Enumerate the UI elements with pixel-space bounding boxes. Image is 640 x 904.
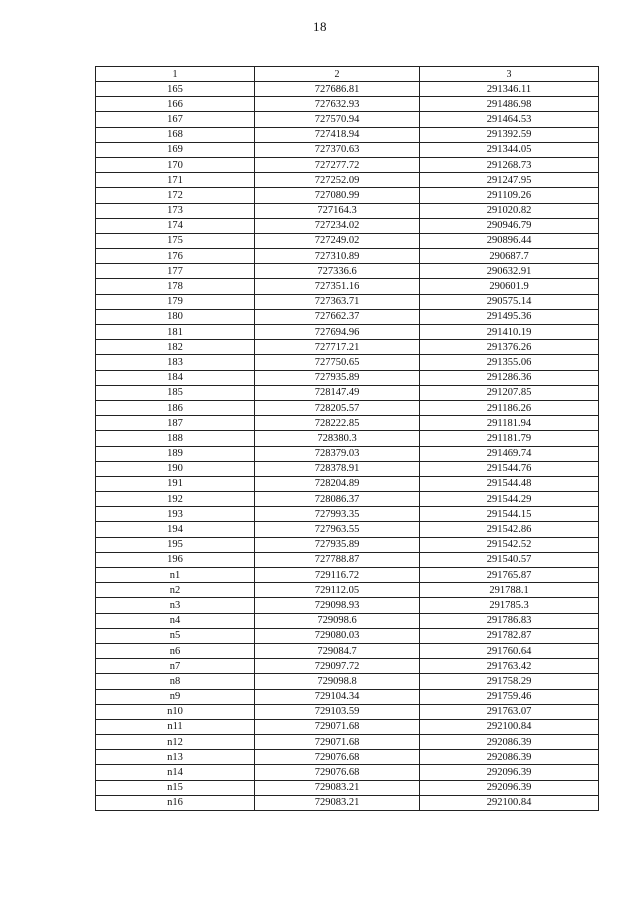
cell-y-coordinate: 291495.36 bbox=[420, 309, 599, 324]
cell-point-number: n15 bbox=[96, 780, 255, 795]
cell-x-coordinate: 729080.03 bbox=[255, 628, 420, 643]
column-header-point: 1 bbox=[96, 67, 255, 82]
cell-y-coordinate: 290896.44 bbox=[420, 233, 599, 248]
cell-point-number: 176 bbox=[96, 249, 255, 264]
table-row bbox=[96, 476, 599, 491]
cell-point-number: 181 bbox=[96, 325, 255, 340]
cell-y-coordinate: 292096.39 bbox=[420, 780, 599, 795]
cell-y-coordinate: 291786.83 bbox=[420, 613, 599, 628]
cell-x-coordinate: 729098.8 bbox=[255, 674, 420, 689]
cell-y-coordinate: 291186.26 bbox=[420, 400, 599, 415]
cell-point-number: 190 bbox=[96, 461, 255, 476]
cell-x-coordinate: 728379.03 bbox=[255, 446, 420, 461]
table-row bbox=[96, 628, 599, 643]
cell-x-coordinate: 727277.72 bbox=[255, 157, 420, 172]
cell-point-number: n12 bbox=[96, 735, 255, 750]
cell-point-number: n5 bbox=[96, 628, 255, 643]
cell-y-coordinate: 291469.74 bbox=[420, 446, 599, 461]
cell-x-coordinate: 729116.72 bbox=[255, 568, 420, 583]
table-row bbox=[96, 431, 599, 446]
cell-y-coordinate: 290946.79 bbox=[420, 218, 599, 233]
table-row bbox=[96, 82, 599, 97]
table-row bbox=[96, 173, 599, 188]
cell-y-coordinate: 291344.05 bbox=[420, 142, 599, 157]
cell-point-number: 172 bbox=[96, 188, 255, 203]
cell-x-coordinate: 727662.37 bbox=[255, 309, 420, 324]
cell-x-coordinate: 727363.71 bbox=[255, 294, 420, 309]
cell-y-coordinate: 291346.11 bbox=[420, 82, 599, 97]
cell-x-coordinate: 727249.02 bbox=[255, 233, 420, 248]
cell-y-coordinate: 290632.91 bbox=[420, 264, 599, 279]
cell-x-coordinate: 729112.05 bbox=[255, 583, 420, 598]
cell-x-coordinate: 727694.96 bbox=[255, 325, 420, 340]
cell-x-coordinate: 727717.21 bbox=[255, 340, 420, 355]
cell-point-number: 165 bbox=[96, 82, 255, 97]
cell-y-coordinate: 291109.26 bbox=[420, 188, 599, 203]
cell-y-coordinate: 290687.7 bbox=[420, 249, 599, 264]
table-row bbox=[96, 400, 599, 415]
cell-point-number: 186 bbox=[96, 400, 255, 415]
table-row bbox=[96, 583, 599, 598]
table-row bbox=[96, 355, 599, 370]
cell-x-coordinate: 729098.93 bbox=[255, 598, 420, 613]
cell-point-number: n8 bbox=[96, 674, 255, 689]
cell-y-coordinate: 291542.52 bbox=[420, 537, 599, 552]
cell-x-coordinate: 727351.16 bbox=[255, 279, 420, 294]
cell-x-coordinate: 728086.37 bbox=[255, 492, 420, 507]
table-row bbox=[96, 233, 599, 248]
cell-x-coordinate: 727993.35 bbox=[255, 507, 420, 522]
cell-y-coordinate: 292100.84 bbox=[420, 795, 599, 810]
cell-y-coordinate: 290575.14 bbox=[420, 294, 599, 309]
table-row bbox=[96, 537, 599, 552]
cell-point-number: 171 bbox=[96, 173, 255, 188]
cell-point-number: 170 bbox=[96, 157, 255, 172]
table-row bbox=[96, 735, 599, 750]
table-row bbox=[96, 446, 599, 461]
cell-point-number: 196 bbox=[96, 552, 255, 567]
cell-point-number: 184 bbox=[96, 370, 255, 385]
cell-x-coordinate: 729098.6 bbox=[255, 613, 420, 628]
column-header-y: 3 bbox=[420, 67, 599, 82]
cell-x-coordinate: 727164.3 bbox=[255, 203, 420, 218]
cell-y-coordinate: 291782.87 bbox=[420, 628, 599, 643]
table-row bbox=[96, 218, 599, 233]
cell-y-coordinate: 291759.46 bbox=[420, 689, 599, 704]
cell-point-number: 166 bbox=[96, 97, 255, 112]
cell-y-coordinate: 291544.76 bbox=[420, 461, 599, 476]
cell-y-coordinate: 291181.79 bbox=[420, 431, 599, 446]
cell-point-number: n16 bbox=[96, 795, 255, 810]
cell-point-number: 173 bbox=[96, 203, 255, 218]
cell-point-number: 185 bbox=[96, 385, 255, 400]
cell-point-number: n13 bbox=[96, 750, 255, 765]
cell-point-number: n6 bbox=[96, 643, 255, 658]
table-row bbox=[96, 340, 599, 355]
table-row bbox=[96, 613, 599, 628]
cell-y-coordinate: 291544.29 bbox=[420, 492, 599, 507]
cell-y-coordinate: 291544.48 bbox=[420, 476, 599, 491]
cell-x-coordinate: 728378.91 bbox=[255, 461, 420, 476]
table-row bbox=[96, 643, 599, 658]
table-row bbox=[96, 719, 599, 734]
table-row bbox=[96, 249, 599, 264]
table-row bbox=[96, 416, 599, 431]
table-row bbox=[96, 325, 599, 340]
table-row bbox=[96, 765, 599, 780]
cell-y-coordinate: 291355.06 bbox=[420, 355, 599, 370]
page-number: 18 bbox=[313, 19, 327, 34]
cell-y-coordinate: 291540.57 bbox=[420, 552, 599, 567]
table-row bbox=[96, 97, 599, 112]
cell-x-coordinate: 727686.81 bbox=[255, 82, 420, 97]
cell-point-number: n9 bbox=[96, 689, 255, 704]
cell-y-coordinate: 291763.07 bbox=[420, 704, 599, 719]
cell-x-coordinate: 727370.63 bbox=[255, 142, 420, 157]
cell-y-coordinate: 291392.59 bbox=[420, 127, 599, 142]
cell-x-coordinate: 729097.72 bbox=[255, 659, 420, 674]
cell-y-coordinate: 291410.19 bbox=[420, 325, 599, 340]
table-row bbox=[96, 142, 599, 157]
table-row bbox=[96, 385, 599, 400]
cell-x-coordinate: 729071.68 bbox=[255, 735, 420, 750]
cell-x-coordinate: 727963.55 bbox=[255, 522, 420, 537]
cell-point-number: 188 bbox=[96, 431, 255, 446]
cell-point-number: 183 bbox=[96, 355, 255, 370]
coordinates-table bbox=[95, 66, 599, 811]
table-row bbox=[96, 522, 599, 537]
cell-y-coordinate: 292100.84 bbox=[420, 719, 599, 734]
table-row bbox=[96, 704, 599, 719]
cell-x-coordinate: 728147.49 bbox=[255, 385, 420, 400]
cell-x-coordinate: 727935.89 bbox=[255, 370, 420, 385]
cell-x-coordinate: 729104.34 bbox=[255, 689, 420, 704]
cell-point-number: 168 bbox=[96, 127, 255, 142]
cell-y-coordinate: 291268.73 bbox=[420, 157, 599, 172]
cell-y-coordinate: 291286.36 bbox=[420, 370, 599, 385]
table-row bbox=[96, 780, 599, 795]
cell-y-coordinate: 292086.39 bbox=[420, 750, 599, 765]
cell-point-number: 195 bbox=[96, 537, 255, 552]
cell-x-coordinate: 729083.21 bbox=[255, 795, 420, 810]
table-row bbox=[96, 112, 599, 127]
cell-x-coordinate: 727336.6 bbox=[255, 264, 420, 279]
cell-x-coordinate: 729083.21 bbox=[255, 780, 420, 795]
cell-y-coordinate: 291247.95 bbox=[420, 173, 599, 188]
cell-y-coordinate: 292096.39 bbox=[420, 765, 599, 780]
cell-y-coordinate: 291763.42 bbox=[420, 659, 599, 674]
cell-point-number: 192 bbox=[96, 492, 255, 507]
table-row bbox=[96, 370, 599, 385]
cell-point-number: 167 bbox=[96, 112, 255, 127]
cell-y-coordinate: 291785.3 bbox=[420, 598, 599, 613]
cell-point-number: 191 bbox=[96, 476, 255, 491]
table-row bbox=[96, 461, 599, 476]
cell-point-number: n14 bbox=[96, 765, 255, 780]
cell-x-coordinate: 727234.02 bbox=[255, 218, 420, 233]
table-row bbox=[96, 279, 599, 294]
cell-point-number: 189 bbox=[96, 446, 255, 461]
cell-x-coordinate: 727252.09 bbox=[255, 173, 420, 188]
table-row bbox=[96, 157, 599, 172]
table-row bbox=[96, 568, 599, 583]
cell-point-number: 179 bbox=[96, 294, 255, 309]
cell-y-coordinate: 291020.82 bbox=[420, 203, 599, 218]
cell-y-coordinate: 290601.9 bbox=[420, 279, 599, 294]
table-row bbox=[96, 795, 599, 810]
cell-x-coordinate: 727935.89 bbox=[255, 537, 420, 552]
cell-point-number: 177 bbox=[96, 264, 255, 279]
table-row bbox=[96, 203, 599, 218]
cell-x-coordinate: 728205.57 bbox=[255, 400, 420, 415]
cell-point-number: n2 bbox=[96, 583, 255, 598]
cell-point-number: n3 bbox=[96, 598, 255, 613]
cell-y-coordinate: 291788.1 bbox=[420, 583, 599, 598]
table-row bbox=[96, 188, 599, 203]
table-row bbox=[96, 264, 599, 279]
cell-x-coordinate: 727788.87 bbox=[255, 552, 420, 567]
cell-x-coordinate: 729084.7 bbox=[255, 643, 420, 658]
cell-y-coordinate: 291181.94 bbox=[420, 416, 599, 431]
cell-y-coordinate: 291207.85 bbox=[420, 385, 599, 400]
cell-x-coordinate: 727632.93 bbox=[255, 97, 420, 112]
table-body bbox=[96, 82, 599, 811]
cell-point-number: n10 bbox=[96, 704, 255, 719]
cell-point-number: 193 bbox=[96, 507, 255, 522]
cell-x-coordinate: 728204.89 bbox=[255, 476, 420, 491]
table-row bbox=[96, 689, 599, 704]
table-row bbox=[96, 492, 599, 507]
cell-x-coordinate: 728222.85 bbox=[255, 416, 420, 431]
cell-point-number: n11 bbox=[96, 719, 255, 734]
cell-y-coordinate: 291542.86 bbox=[420, 522, 599, 537]
table-row bbox=[96, 674, 599, 689]
cell-y-coordinate: 291464.53 bbox=[420, 112, 599, 127]
cell-x-coordinate: 729071.68 bbox=[255, 719, 420, 734]
cell-point-number: 174 bbox=[96, 218, 255, 233]
table-row bbox=[96, 659, 599, 674]
cell-x-coordinate: 729103.59 bbox=[255, 704, 420, 719]
cell-point-number: 180 bbox=[96, 309, 255, 324]
cell-point-number: n7 bbox=[96, 659, 255, 674]
cell-point-number: n4 bbox=[96, 613, 255, 628]
table-row bbox=[96, 598, 599, 613]
cell-x-coordinate: 728380.3 bbox=[255, 431, 420, 446]
cell-x-coordinate: 729076.68 bbox=[255, 750, 420, 765]
table-row bbox=[96, 507, 599, 522]
cell-x-coordinate: 727310.89 bbox=[255, 249, 420, 264]
cell-y-coordinate: 291544.15 bbox=[420, 507, 599, 522]
cell-point-number: 187 bbox=[96, 416, 255, 431]
cell-point-number: 178 bbox=[96, 279, 255, 294]
table-row bbox=[96, 294, 599, 309]
cell-point-number: 182 bbox=[96, 340, 255, 355]
table-row bbox=[96, 552, 599, 567]
cell-y-coordinate: 291486.98 bbox=[420, 97, 599, 112]
table-row bbox=[96, 127, 599, 142]
table-row bbox=[96, 309, 599, 324]
cell-point-number: 175 bbox=[96, 233, 255, 248]
cell-x-coordinate: 727570.94 bbox=[255, 112, 420, 127]
cell-y-coordinate: 291376.26 bbox=[420, 340, 599, 355]
cell-x-coordinate: 727080.99 bbox=[255, 188, 420, 203]
cell-point-number: n1 bbox=[96, 568, 255, 583]
column-header-x: 2 bbox=[255, 67, 420, 82]
cell-x-coordinate: 727750.65 bbox=[255, 355, 420, 370]
cell-y-coordinate: 291758.29 bbox=[420, 674, 599, 689]
cell-x-coordinate: 729076.68 bbox=[255, 765, 420, 780]
cell-x-coordinate: 727418.94 bbox=[255, 127, 420, 142]
cell-y-coordinate: 292086.39 bbox=[420, 735, 599, 750]
cell-point-number: 194 bbox=[96, 522, 255, 537]
cell-point-number: 169 bbox=[96, 142, 255, 157]
cell-y-coordinate: 291760.64 bbox=[420, 643, 599, 658]
table-header-row bbox=[96, 67, 599, 82]
table-row bbox=[96, 750, 599, 765]
cell-y-coordinate: 291765.87 bbox=[420, 568, 599, 583]
